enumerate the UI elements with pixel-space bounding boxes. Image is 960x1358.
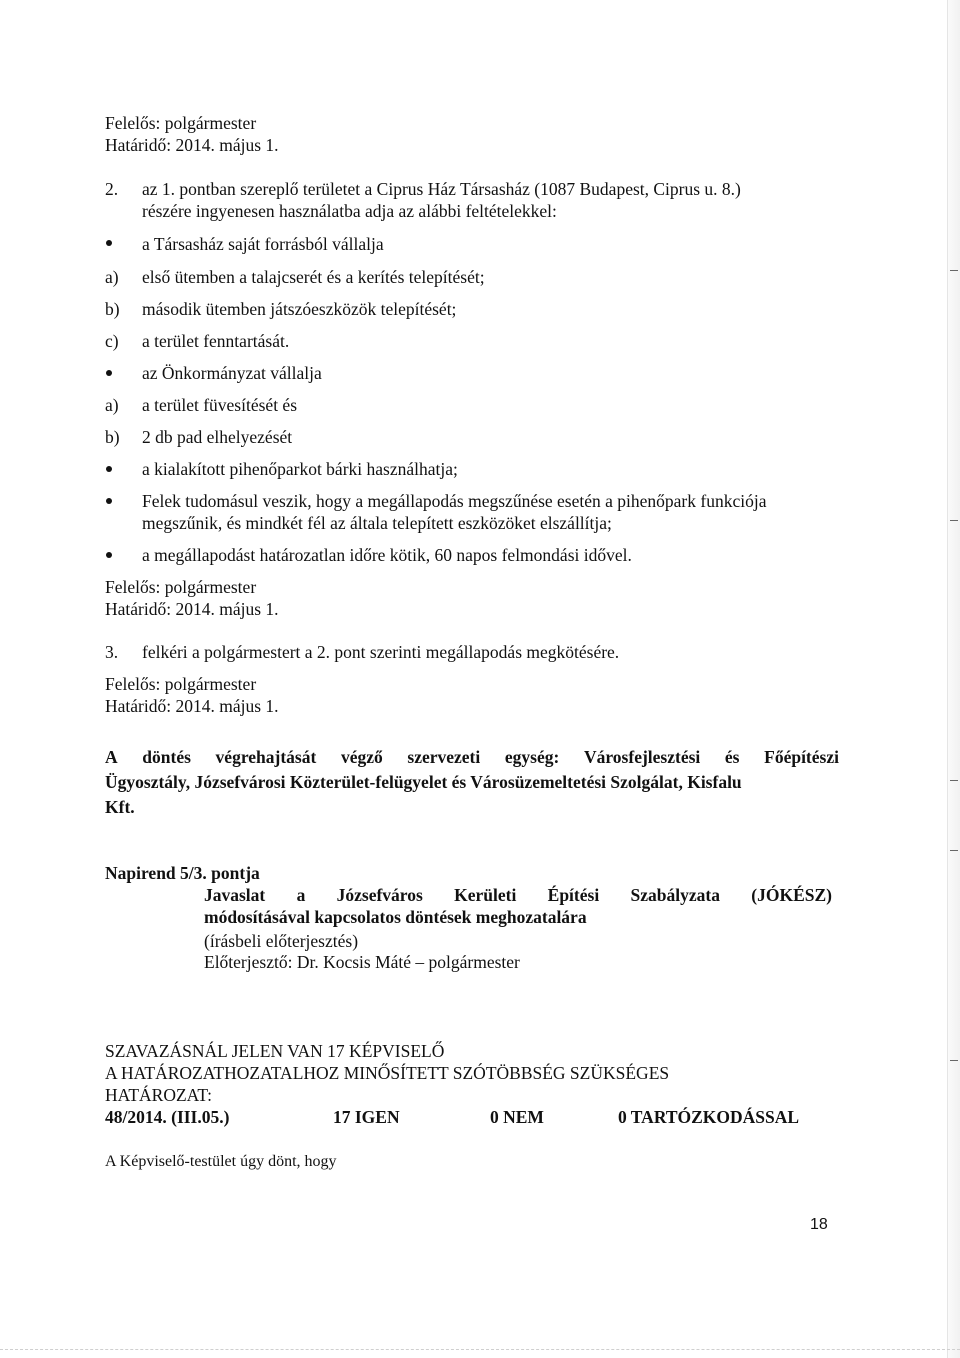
bullet-text: a megállapodást határozatlan időre kötik, 60 napos felmondási idővel.: [142, 545, 632, 565]
bullet-icon: [106, 552, 112, 558]
resolution-label: HATÁROZAT:: [105, 1085, 213, 1105]
list-label: b): [105, 299, 120, 319]
vote-yes: 17 IGEN: [333, 1107, 400, 1127]
item-number: 2.: [105, 179, 119, 199]
vote-no: 0 NEM: [490, 1107, 544, 1127]
bullet-text: Felek tudomásul veszik, hogy a megállapodás megszűnése esetén a pihenőpark funkciója: [142, 491, 767, 511]
deadline-line: Határidő: 2014. május 1.: [105, 696, 279, 716]
agenda-title-line: Javaslat a Józsefváros Kerületi Építési Szabályzata (JÓKÉSZ): [204, 885, 832, 905]
vote-abstain: 0 TARTÓZKODÁSSAL: [618, 1107, 800, 1127]
responsible-line: Felelős: polgármester: [105, 577, 257, 597]
bullet-icon: [106, 498, 112, 504]
vote-attendance: SZAVAZÁSNÁL JELEN VAN 17 KÉPVISELŐ: [105, 1041, 445, 1061]
bullet-text: megszűnik, és mindkét fél az általa telepített eszközöket elszállítja;: [142, 513, 612, 533]
scan-edge: [947, 0, 960, 1358]
resolution-number: 48/2014. (III.05.): [105, 1107, 230, 1127]
list-label: a): [105, 267, 119, 287]
closing-sentence: A Képviselő-testület úgy dönt, hogy: [105, 1153, 337, 1170]
bullet-text: az Önkormányzat vállalja: [142, 363, 322, 383]
bullet-icon: [106, 466, 112, 472]
exec-unit-line: A döntés végrehajtását végző szervezeti egység: Városfejlesztési és Főépítészi: [105, 747, 839, 767]
agenda-title-line: módosításával kapcsolatos döntések meghozatalára: [204, 907, 587, 927]
exec-unit-line: Ügyosztály, Józsefvárosi Közterület-felügyelet és Városüzemeltetési Szolgálat, Kisfalu: [105, 772, 742, 792]
deadline-line: Határidő: 2014. május 1.: [105, 135, 279, 155]
responsible-line: Felelős: polgármester: [105, 674, 257, 694]
list-label: b): [105, 427, 120, 447]
item-text-line: részére ingyenesen használatba adja az alábbi feltételekkel:: [142, 201, 557, 221]
vote-majority: A HATÁROZATHOZATALHOZ MINŐSÍTETT SZÓTÖBBSÉG SZÜKSÉGES: [105, 1063, 670, 1083]
item-number: 3.: [105, 642, 119, 662]
list-label: c): [105, 331, 119, 351]
responsible-line: Felelős: polgármester: [105, 113, 257, 133]
list-text: a terület fenntartását.: [142, 331, 290, 351]
item-text-line: felkéri a polgármestert a 2. pont szerinti megállapodás megkötésére.: [142, 642, 620, 662]
bullet-icon: [106, 370, 112, 376]
list-text: második ütemben játszóeszközök telepítését;: [142, 299, 457, 319]
list-label: a): [105, 395, 119, 415]
list-text: a terület füvesítését és: [142, 395, 298, 415]
agenda-heading: Napirend 5/3. pontja: [105, 863, 260, 883]
list-text: első ütemben a talajcserét és a kerítés telepítését;: [142, 267, 485, 287]
bullet-icon: [106, 240, 112, 246]
deadline-line: Határidő: 2014. május 1.: [105, 599, 279, 619]
item-text-line: az 1. pontban szereplő területet a Ciprus Ház Társasház (1087 Budapest, Ciprus u. 8.): [142, 179, 741, 199]
page-number: 18: [810, 1216, 828, 1233]
list-text: 2 db pad elhelyezését: [142, 427, 293, 447]
bullet-text: a kialakított pihenőparkot bárki használhatja;: [142, 459, 458, 479]
bullet-text: a Társasház saját forrásból vállalja: [142, 234, 384, 254]
exec-unit-line: Kft.: [105, 797, 135, 817]
scan-edge-bottom: [0, 1349, 960, 1358]
agenda-note: (írásbeli előterjesztés): [204, 931, 359, 951]
agenda-presenter: Előterjesztő: Dr. Kocsis Máté – polgármester: [204, 952, 520, 972]
